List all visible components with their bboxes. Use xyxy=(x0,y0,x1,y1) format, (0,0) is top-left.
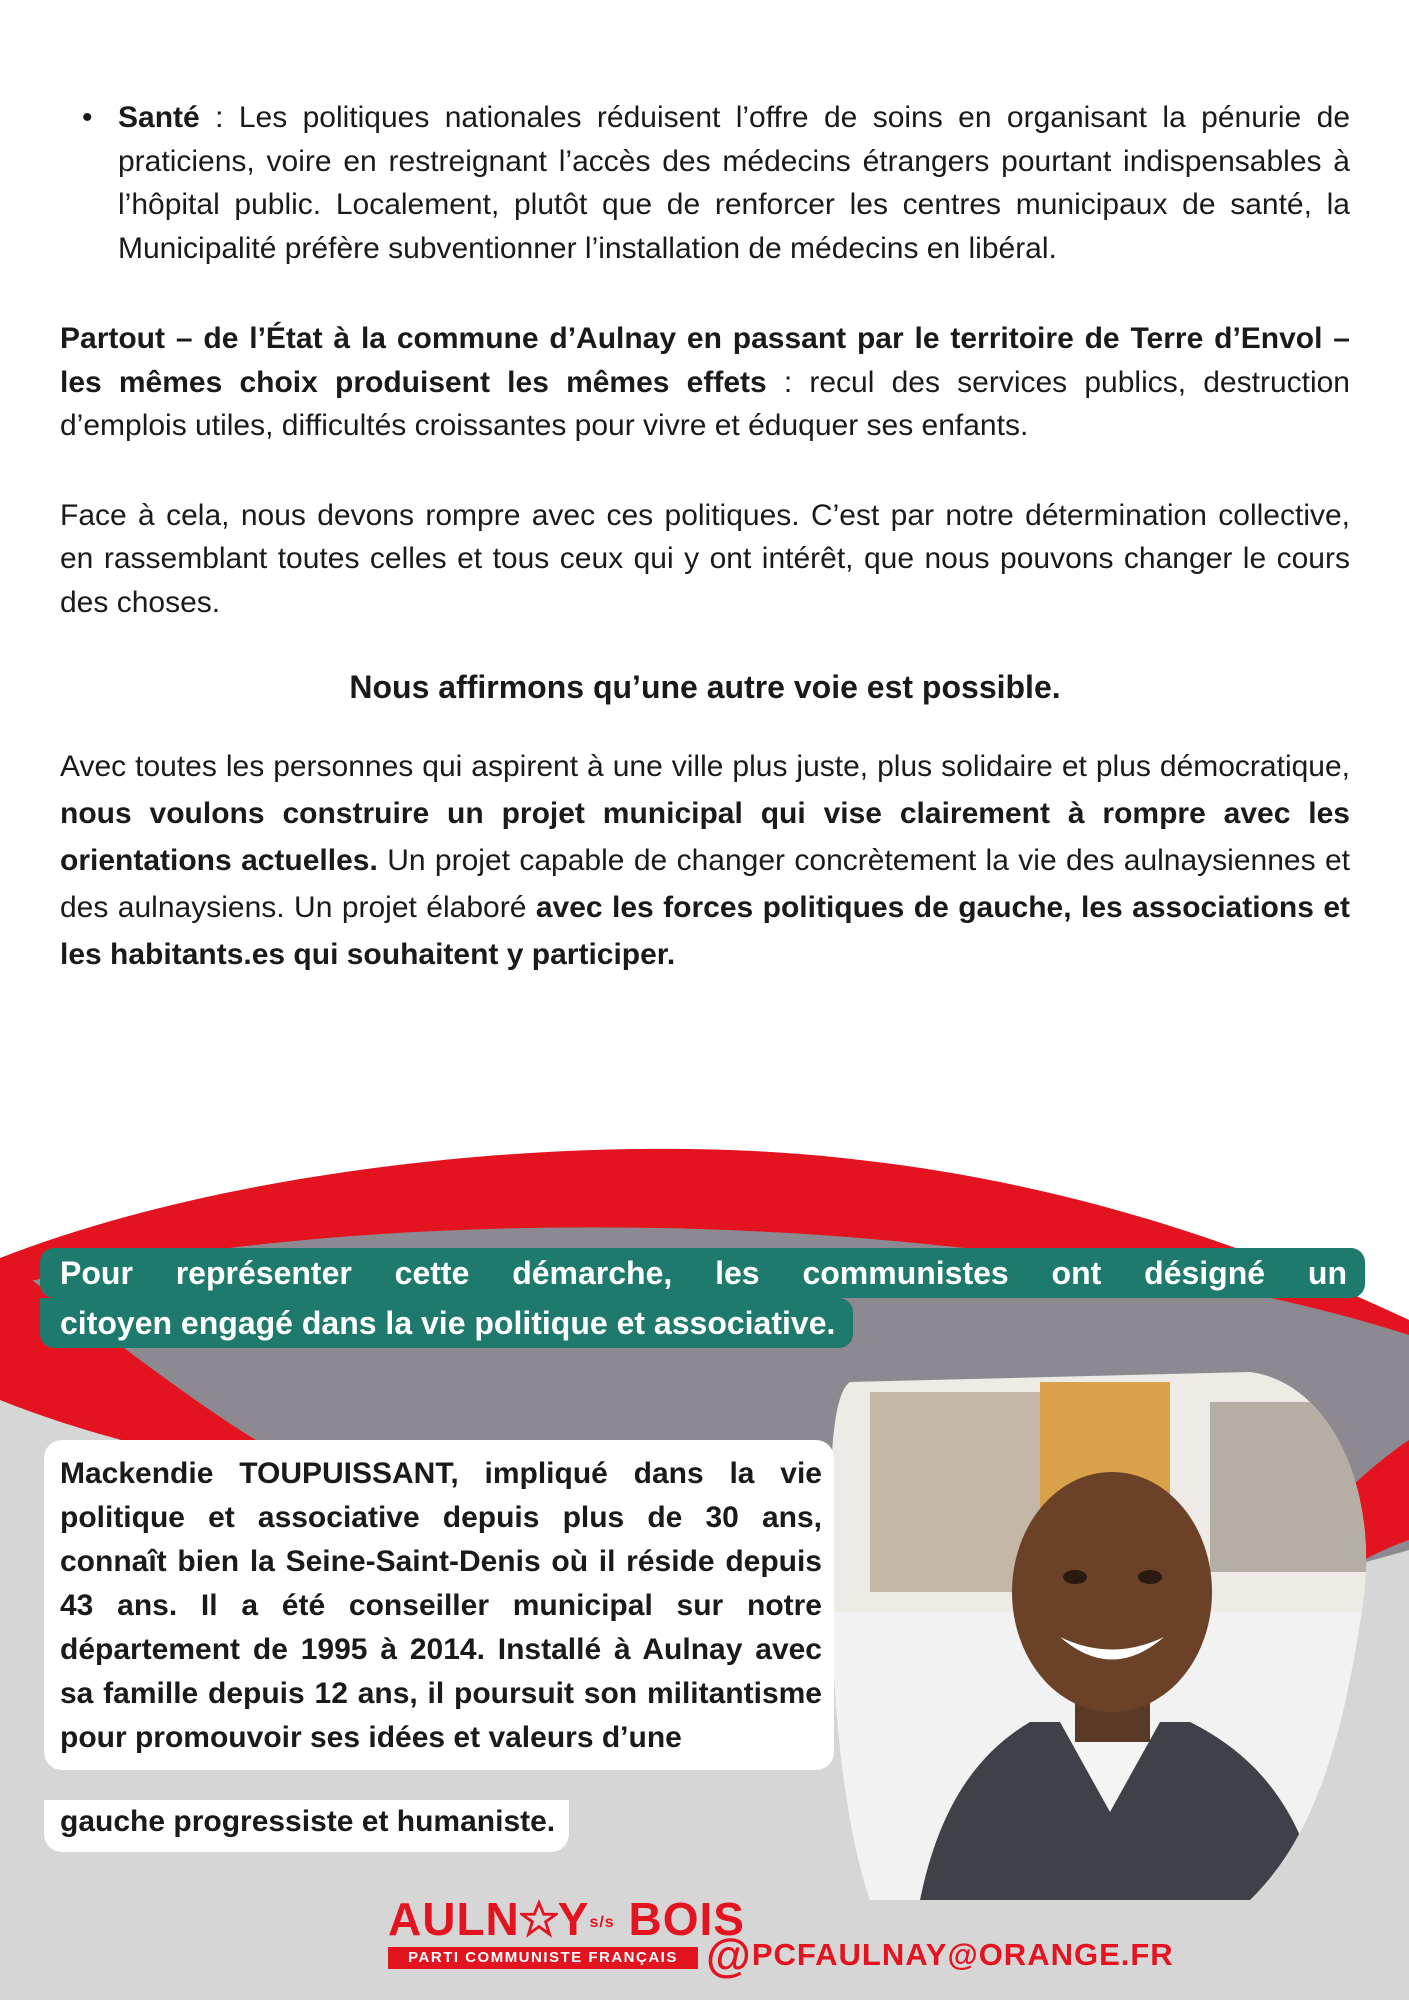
at-icon: @ xyxy=(706,1929,752,1981)
portrait-photo xyxy=(830,1372,1390,1900)
bullet-text xyxy=(118,96,1350,270)
banner-line-1: Pour représenter cette démarche, les communistes ont désigné un xyxy=(40,1248,1365,1298)
logo-word: AULN Ys/s BOIS xyxy=(388,1893,745,1945)
aulnay-logo xyxy=(388,1893,745,1975)
paragraph-partout-bold: Partout – de l’État à la commune d’Aulnay en passant par le territoire de Terre d’Envol – les mêmes choix produisent les mêmes effets xyxy=(60,322,1350,399)
paragraph-projet xyxy=(60,743,1350,978)
bio-text: Mackendie TOUPUISSANT, impliqué dans la vie politique et associative depuis plus de 30 ans, connaît bien la Seine-Saint-Denis où il réside depuis 43 ans. Il a été conseiller municipal sur notre département de 1995 à 2014. Installé à Aulnay avec sa famille depuis 12 ans, il poursuit son militantisme pour promouvoir ses idées et valeurs d’une xyxy=(60,1457,822,1754)
bullet-body: : Les politiques nationales réduisent l’offre de soins en organisant la pénurie de praticiens, voire en restreignant l’accès des médecins étrangers pourtant indispensables à l’hôpital public. Localement, plutôt que de renforcer les centres municipaux de santé, la Municipalité préfère subventionner l’installation de médecins en libéral. xyxy=(118,101,1350,265)
banner xyxy=(40,1248,1365,1348)
bullet-dot-icon: • xyxy=(82,101,93,134)
paragraph-projet-part1: Avec toutes les personnes qui aspirent à une ville plus juste, plus solidaire et plus démocratique, xyxy=(60,750,1350,783)
contact-email[interactable] xyxy=(706,1922,1174,1981)
bio-box xyxy=(44,1440,834,1770)
bullet-title: Santé xyxy=(118,101,200,134)
paragraph-projet-part2: Un projet capable de changer concrètement la vie des aulnaysiennes et des aulnaysiens. Un projet élaboré xyxy=(60,844,1350,924)
main-text xyxy=(60,96,1350,978)
paragraph-partout xyxy=(60,317,1350,448)
bio-last-line: gauche progressiste et humaniste. xyxy=(44,1800,569,1852)
paragraph-projet-bold1: nous voulons construire un projet municipal qui vise clairement à rompre avec les orientations actuelles. xyxy=(60,797,1350,877)
star-icon xyxy=(520,1899,558,1939)
paragraph-projet-bold2: avec les forces politiques de gauche, les associations et les habitants.es qui souhaitent y participer. xyxy=(60,891,1351,971)
bullet-sante xyxy=(82,96,1350,270)
paragraph-face: Face à cela, nous devons rompre avec ces politiques. C’est par notre détermination collective, en rassemblant toutes celles et tous ceux qui y ont intérêt, que nous pouvons changer le cours des choses. xyxy=(60,498,1350,619)
banner-line-2: citoyen engagé dans la vie politique et associative. xyxy=(40,1298,853,1348)
headline: Nous affirmons qu’une autre voie est possible. xyxy=(349,669,1061,705)
email-text: PCFAULNAY@ORANGE.FR xyxy=(751,1937,1174,1972)
logo-subtitle: PARTI COMMUNISTE FRANÇAIS xyxy=(388,1947,698,1969)
paragraph-partout-rest: : recul des services publics, destruction d’emplois utiles, difficultés croissantes pour vivre et éduquer ses enfants. xyxy=(60,365,1350,442)
